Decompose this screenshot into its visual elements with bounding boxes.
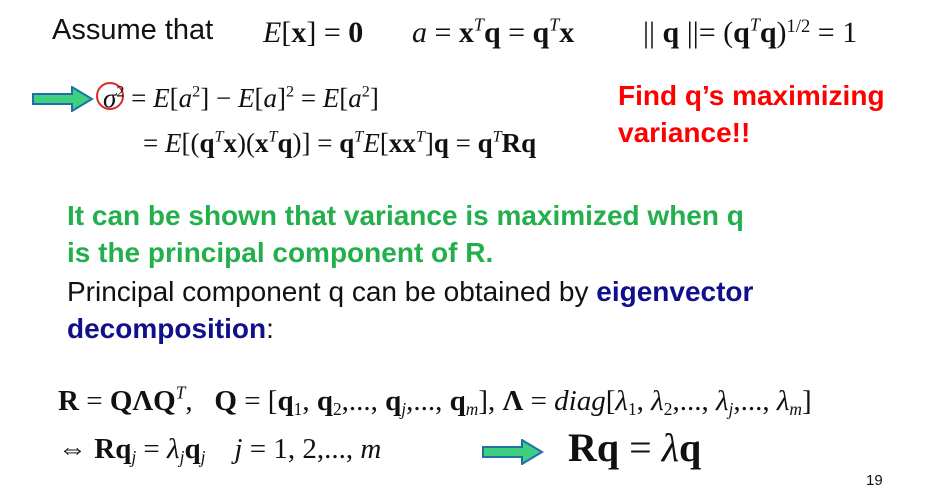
decomposition-equation: $R = Q\Lambda Q^T$, $Q = [q_1$, $q_2$,..., $q_j$,..., $q_m$], $\Lambda = diag[\lambda_1$, $\lambda_2$,..., $\lambda_j$,..., $\lambda_m$] (58, 382, 812, 420)
principal-line-2 (67, 313, 274, 345)
principal-colon: : (266, 313, 274, 344)
projection-equation: $a = x^Tq = q^Tx$ (412, 14, 575, 49)
find-note-line-1: Find q’s maximizing (618, 80, 885, 111)
result-equation: Rq = λq (568, 425, 702, 470)
variance-line-1: $\sigma^2 = E[a^2] - E[a]^2 = E[a^2]$ (103, 82, 379, 113)
find-note-line-2: variance!! (618, 117, 751, 148)
decomposition-keyword: decomposition (67, 313, 267, 344)
statement-line-1: It can be shown that variance is maximized when q (67, 200, 744, 231)
principal-text: Principal component q can be obtained by (67, 276, 597, 307)
assume-label: Assume that (52, 14, 214, 46)
norm-equation: || q ||= $(q^Tq)^{1/2} = 1$ (643, 14, 858, 49)
statement-line-2: is the principal component of R. (67, 237, 494, 268)
eigen-equation: ⇔ $Rq_j = \lambda_jq_j$ j = 1, 2,..., m (58, 433, 382, 468)
expectation-equation: E[x] = 0 (263, 16, 364, 49)
variance-line-2: = $E[(q^Tx)(x^Tq)] = q^TE[xx^T]q = q^TRq$ (143, 127, 537, 158)
page-number: 19 (866, 472, 883, 489)
right-arrow-icon (482, 439, 544, 465)
right-arrow-icon (32, 86, 94, 112)
principal-line-1 (67, 276, 753, 308)
eigenvector-keyword: eigenvector (596, 276, 754, 307)
